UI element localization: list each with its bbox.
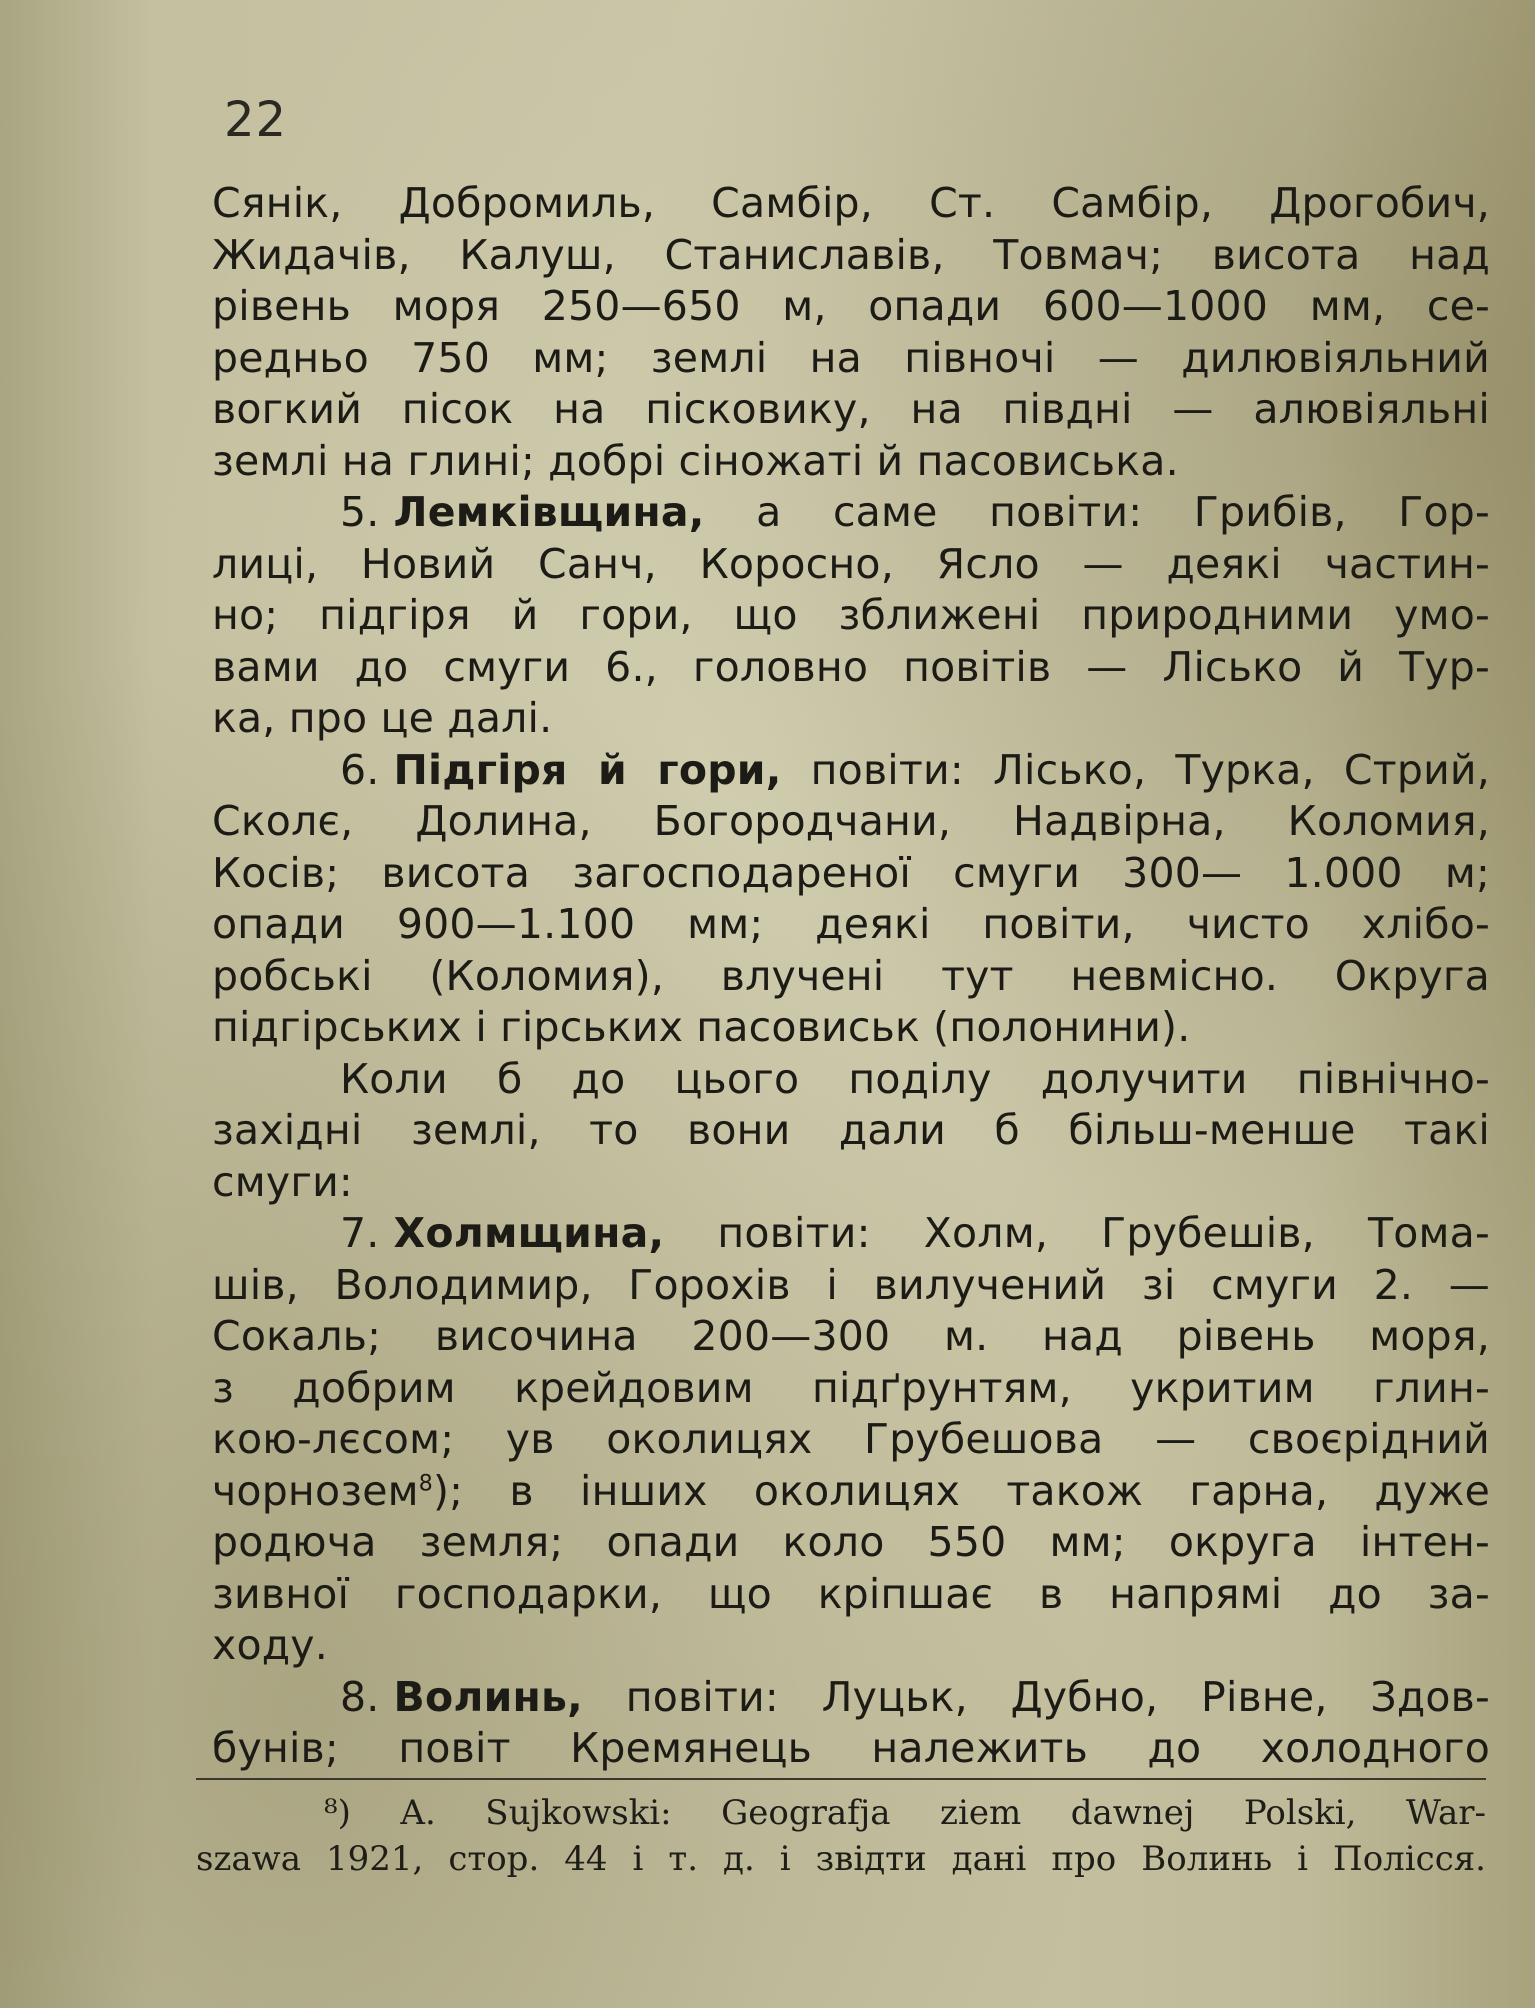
footnote-reference-8: 8 (418, 1470, 433, 1496)
section-7-title: Холмщина, (393, 1209, 665, 1257)
chornozem-rest: ); в інших околицях також гарна, дуже (432, 1466, 1490, 1515)
text-line: підгірських і гірських пасовиськ (полонини). (212, 1003, 1191, 1051)
section-5-first-rest: а саме повіти: Грибів, Гор- (756, 488, 1490, 536)
text-line: Жидачів, Калуш, Станиславів, Товмач; висота над (212, 230, 1490, 279)
text-line: Коли б до цього поділу долучити північно- (340, 1054, 1490, 1103)
text-line: но; підгіря й гори, що зближені природними умо- (212, 591, 1490, 639)
section-6-number: 6. (340, 745, 380, 794)
section-6-first-rest: повіти: Лісько, Турка, Стрий, (810, 745, 1490, 794)
chornozem-line (212, 1466, 1490, 1518)
section-8-title: Волинь, (393, 1672, 583, 1721)
text-line: шів, Володимир, Горохів і вилучений зі смуги 2. — (212, 1260, 1490, 1309)
text-line: вогкий пісок на пісковику, на півдні — алювіяльні (212, 385, 1490, 433)
text-line: родюча земля; опади коло 550 мм; округа інтен- (212, 1518, 1490, 1566)
text-line: бунів; повіт Кремянець належить до холодного (212, 1724, 1490, 1772)
page-number: 22 (224, 92, 288, 148)
text-line: редньо 750 мм; землі на півночі — дилювіяльний (212, 333, 1490, 382)
text-line: кою-лєсом; ув околицях Грубешова — своєрідний (212, 1415, 1490, 1463)
section-7-number: 7. (340, 1209, 380, 1257)
text-line: Сокаль; височина 200—300 м. над рівень моря, (212, 1312, 1490, 1360)
text-line: зивної господарки, що кріпшає в напрямі до за- (212, 1569, 1490, 1618)
text-line: ходу. (212, 1621, 328, 1669)
body-text (212, 178, 1490, 1775)
text-line: з добрим крейдовим підґрунтям, укритим глин- (212, 1363, 1490, 1412)
chornozem-word: чорнозем (212, 1466, 419, 1515)
text-line: західні землі, то вони дали б більш-менше такі (212, 1106, 1490, 1154)
footnote-line: szawa 1921, стор. 44 і т. д. і звідти дані про Волинь і Полісся. (196, 1839, 1486, 1879)
text-line: рівень моря 250—650 м, опади 600—1000 мм, се- (212, 282, 1490, 330)
section-8-first-rest: повіти: Луцьк, Дубно, Рівне, Здов- (625, 1672, 1491, 1721)
text-line: смуги: (212, 1157, 353, 1206)
text-line: вами до смуги 6., головно повітів — Лісько й Тур- (212, 642, 1490, 691)
section-5-first-line (212, 487, 1490, 539)
footnote-divider (196, 1778, 1486, 1780)
text-line: Сколє, Долина, Богородчани, Надвірна, Коломия, (212, 797, 1490, 845)
section-7-first-rest: повіти: Холм, Грубешів, Тома- (717, 1209, 1490, 1257)
section-8-number: 8. (340, 1672, 380, 1721)
section-7-first-line (212, 1208, 1490, 1260)
text-line: землі на глині; добрі сіножаті й пасовиська. (212, 436, 1179, 485)
section-6-title: Підгіря й гори, (393, 745, 782, 794)
section-6-first-line (212, 745, 1490, 797)
footnote-line: ⁸) A. Sujkowski: Geografja ziem dawnej Polski, War- (324, 1793, 1486, 1833)
text-line: опади 900—1.100 мм; деякі повіти, чисто хлібо- (212, 900, 1490, 948)
text-line: лиці, Новий Санч, Коросно, Ясло — деякі частин- (212, 539, 1490, 588)
text-line: робські (Коломия), влучені тут невмісно. Округа (212, 951, 1490, 1000)
section-5-number: 5. (340, 488, 380, 536)
text-line: Сянік, Добромиль, Самбір, Ст. Самбір, Дрогобич, (212, 179, 1490, 227)
section-8-first-line (212, 1672, 1490, 1724)
text-line: Косів; висота загосподареної смуги 300— 1.000 м; (212, 848, 1490, 897)
footnote (196, 1790, 1486, 1882)
section-5-title: Лемківщина, (393, 488, 705, 536)
text-line: ка, про це далі. (212, 694, 553, 742)
